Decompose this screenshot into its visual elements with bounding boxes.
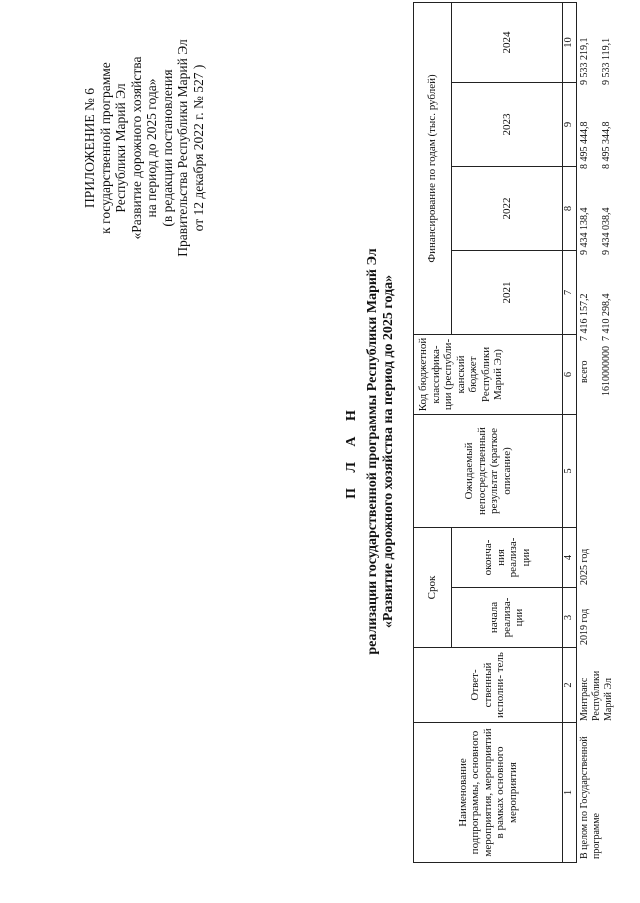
header-term-start: начала реализа- ции bbox=[452, 588, 563, 648]
cell-start: 2019 год bbox=[579, 608, 590, 645]
appendix-line: (в редакции постановления bbox=[159, 69, 175, 227]
cell-2022: 9 434 138,4 bbox=[579, 207, 590, 255]
cell-2021: 7 416 157,2 bbox=[579, 293, 590, 341]
cell-code: всего bbox=[579, 360, 590, 383]
column-number: 7 bbox=[563, 251, 577, 335]
cell-end: 2025 год bbox=[579, 548, 590, 585]
appendix-line: от 12 декабря 2022 г. № 527 ) bbox=[190, 64, 206, 232]
header-year-2024: 2024 bbox=[452, 2, 563, 82]
column-number: 8 bbox=[563, 167, 577, 251]
header-executor: Ответ- ственный исполни- тель bbox=[414, 648, 563, 723]
header-year-2023: 2023 bbox=[452, 83, 563, 167]
column-number: 9 bbox=[563, 83, 577, 167]
column-number: 1 bbox=[563, 723, 577, 863]
cell-2024: 9 533 219,1 bbox=[579, 37, 590, 85]
appendix-line: Республики Марий Эл bbox=[113, 83, 128, 213]
appendix-block bbox=[82, 13, 206, 283]
header-name: Наименование подпрограммы, основного мероприятия, мероприятий в рамках основного мероприятия bbox=[414, 723, 563, 863]
plan-title: П Л А Н bbox=[344, 404, 359, 499]
column-number: 3 bbox=[563, 588, 577, 648]
column-number: 2 bbox=[563, 648, 577, 723]
header-code: Код бюджетной классифика- ции (республи- канский бюджет Республики Марий Эл) bbox=[414, 335, 563, 415]
cell-executor: Минтранс Республики Марий Эл bbox=[579, 670, 614, 721]
plan-subtitle bbox=[365, 0, 397, 903]
cell-2023: 8 495 344,8 bbox=[601, 121, 612, 169]
header-result: Ожидаемый непосредственный результат (краткое описание) bbox=[414, 415, 563, 528]
table-row bbox=[601, 0, 615, 903]
appendix-line: «Развитие дорожного хозяйства bbox=[128, 56, 144, 240]
cell-2022: 9 434 038,4 bbox=[601, 207, 612, 255]
header-term-end: оконча- ния реализа- ции bbox=[452, 528, 563, 588]
appendix-line: на период до 2025 года» bbox=[144, 78, 159, 218]
appendix-line: ПРИЛОЖЕНИЕ № 6 bbox=[82, 87, 97, 209]
column-number: 6 bbox=[563, 335, 577, 415]
column-number: 10 bbox=[563, 2, 577, 82]
column-number: 5 bbox=[563, 415, 577, 528]
cell-name: В целом по Государственной программе bbox=[579, 736, 602, 859]
cell-2021: 7 410 298,4 bbox=[601, 293, 612, 341]
header-year-2021: 2021 bbox=[452, 251, 563, 335]
appendix-line: Правительства Республики Марий Эл bbox=[175, 39, 190, 257]
plan-subtitle-line: «Развитие дорожного хозяйства на период до 2025 года» bbox=[381, 274, 396, 629]
appendix-line: к государственной программе bbox=[97, 62, 113, 234]
header-financing: Финансирование по годам (тыс. рублей) bbox=[414, 2, 452, 334]
cell-2024: 9 533 119,1 bbox=[601, 37, 612, 85]
header-year-2022: 2022 bbox=[452, 167, 563, 251]
cell-2023: 8 495 444,8 bbox=[579, 121, 590, 169]
plan-table bbox=[413, 2, 577, 863]
plan-subtitle-line: реализации государственной программы Республики Марий Эл bbox=[365, 248, 380, 655]
column-number: 4 bbox=[563, 528, 577, 588]
cell-code: 1610000000 bbox=[601, 346, 612, 396]
header-term: Срок bbox=[414, 528, 452, 648]
